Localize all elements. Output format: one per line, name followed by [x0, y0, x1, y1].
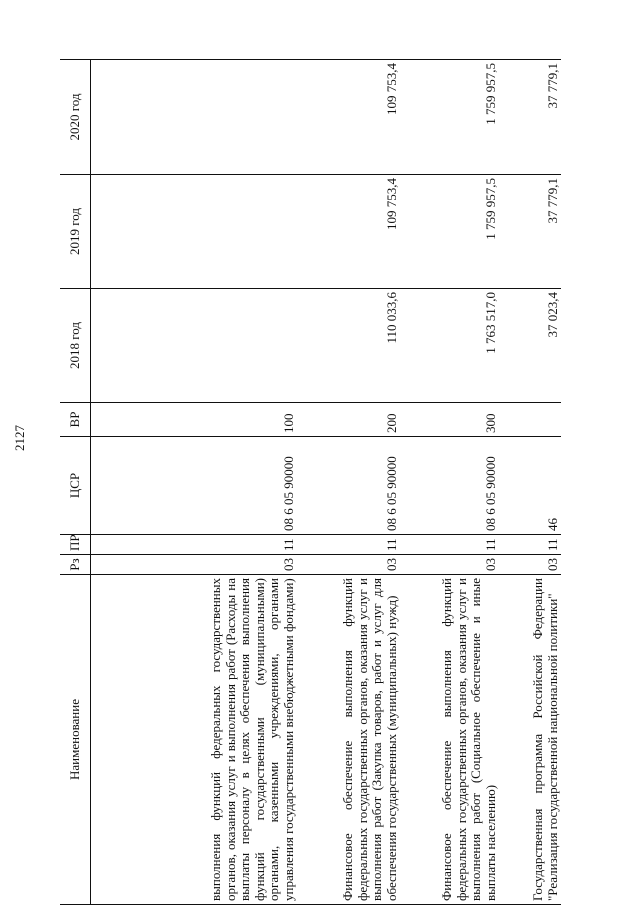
row-2020 [91, 60, 298, 175]
row-2018: 1 763 517,0 [400, 289, 499, 403]
page-number: 2127 [12, 425, 27, 451]
header-2018: 2018 год [60, 289, 91, 403]
row-2020: 1 759 957,5 [400, 60, 499, 175]
row-csr: 46 [499, 437, 561, 535]
row-2020: 37 779,1 [499, 60, 561, 175]
table-row [499, 60, 561, 905]
row-2018: 110 033,6 [297, 289, 400, 403]
row-2018 [91, 289, 298, 403]
table-row [297, 60, 400, 905]
row-rz: 03 [297, 555, 400, 575]
row-2019: 1 759 957,5 [400, 175, 499, 289]
header-vr: ВР [60, 403, 91, 437]
row-name: Государственная программа Российской Федерации "Реализация государственной национальной политики" [499, 575, 561, 905]
row-pr: 11 [91, 535, 298, 555]
row-rz: 03 [499, 555, 561, 575]
row-rz: 03 [91, 555, 298, 575]
header-2019: 2019 год [60, 175, 91, 289]
row-vr: 200 [297, 403, 400, 437]
header-2020: 2020 год [60, 60, 91, 175]
header-csr: ЦСР [60, 437, 91, 535]
rotated-page [60, 60, 620, 905]
table-row [91, 60, 298, 905]
header-rz: Рз [60, 555, 91, 575]
row-pr: 11 [400, 535, 499, 555]
row-2019: 37 779,1 [499, 175, 561, 289]
row-pr: 11 [297, 535, 400, 555]
row-2019: 109 753,4 [297, 175, 400, 289]
budget-table [60, 59, 561, 905]
table-row [400, 60, 499, 905]
row-csr: 08 6 05 90000 [297, 437, 400, 535]
row-csr: 08 6 05 90000 [91, 437, 298, 535]
row-2019 [91, 175, 298, 289]
row-rz: 03 [400, 555, 499, 575]
row-2018: 37 023,4 [499, 289, 561, 403]
row-pr: 11 [499, 535, 561, 555]
row-name: Финансовое обеспечение выполнения функций федеральных государственных органов, оказания услуг и выполнения работ (Социальное обеспечение и иные выплаты населению) [400, 575, 499, 905]
row-name: Финансовое обеспечение выполнения функций федеральных государственных органов, оказания услуг и выполнения работ (Закупка товаров, работ и услуг для обеспечения государственных (муниципальных) нужд) [297, 575, 400, 905]
header-name: Наименование [60, 575, 91, 905]
header-row [60, 60, 91, 905]
row-vr [499, 403, 561, 437]
row-name: выполнения функций федеральных государственных органов, оказания услуг и выполнения работ (Расходы на выплаты персоналу в целях обеспечения выполнения функций государственными (муниципальными) органами, казенными учреждениями, органами управления государственными внебюджетными фондами) [91, 575, 298, 905]
row-2020: 109 753,4 [297, 60, 400, 175]
header-pr: ПР [60, 535, 91, 555]
row-vr: 300 [400, 403, 499, 437]
row-csr: 08 6 05 90000 [400, 437, 499, 535]
row-vr: 100 [91, 403, 298, 437]
